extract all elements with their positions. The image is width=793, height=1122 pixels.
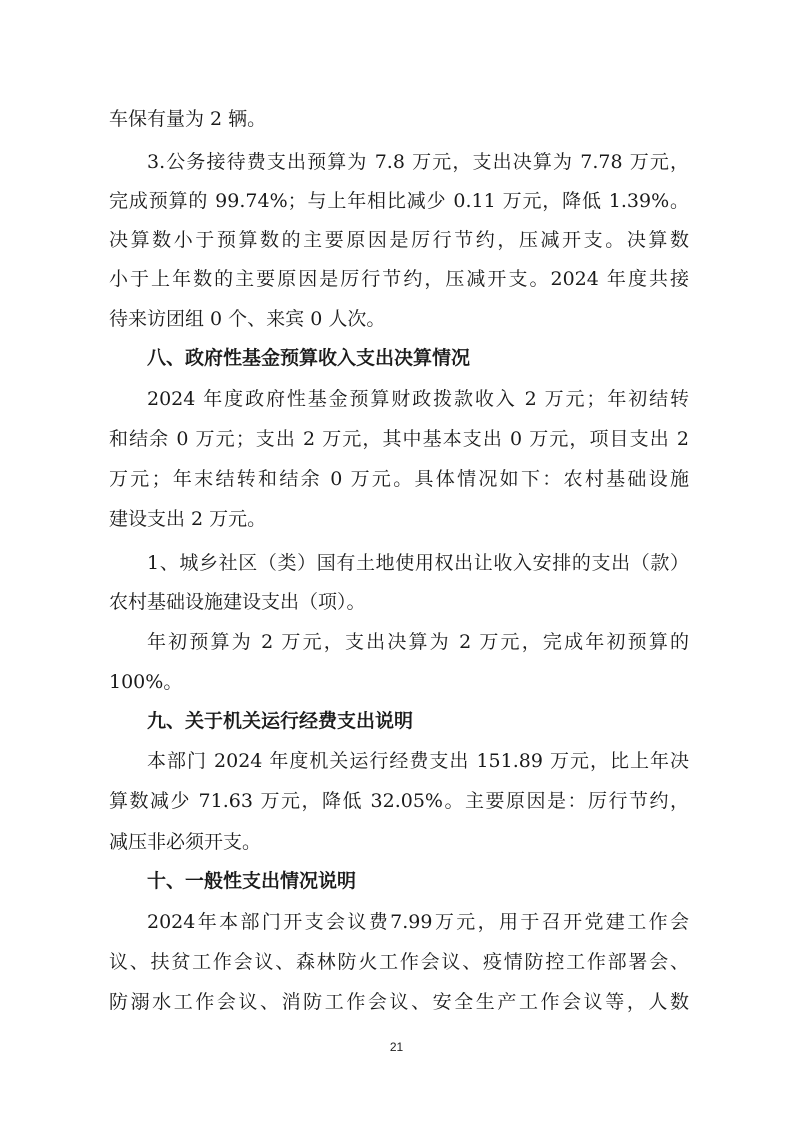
text-line: 万元；年末结转和结余 0 万元。具体情况如下：农村基础设施 <box>109 468 689 490</box>
text-line: 车保有量为 2 辆。 <box>109 108 267 130</box>
text-line: 100%。 <box>109 671 183 693</box>
text-line: 年初预算为 2 万元，支出决算为 2 万元，完成年初预算的 <box>147 631 689 653</box>
text-line: 算数减少 71.63 万元，降低 32.05%。主要原因是：厉行节约， <box>109 790 689 812</box>
section-heading: 九、关于机关运行经费支出说明 <box>147 710 414 732</box>
text-line: 建设支出 2 万元。 <box>109 508 267 530</box>
text-line: 减压非必须开支。 <box>109 831 262 853</box>
text-line: 本部门 2024 年度机关运行经费支出 151.89 万元，比上年决 <box>147 750 689 772</box>
text-line: 和结余 0 万元；支出 2 万元，其中基本支出 0 万元，项目支出 2 <box>109 428 689 450</box>
page-number: 21 <box>389 1040 404 1054</box>
text-line: 议、扶贫工作会议、森林防火工作会议、疫情防控工作部署会、 <box>109 951 689 973</box>
text-line: 小于上年数的主要原因是厉行节约，压减开支。2024 年度共接 <box>109 268 689 290</box>
text-line: 完成预算的 99.74%；与上年相比减少 0.11 万元，降低 1.39%。 <box>109 190 689 212</box>
text-line: 1、城乡社区（类）国有土地使用权出让收入安排的支出（款） <box>147 552 689 574</box>
section-heading: 十、一般性支出情况说明 <box>147 870 357 892</box>
text-line: 决算数小于预算数的主要原因是厉行节约，压减开支。决算数 <box>109 229 689 251</box>
text-line: 2024 年度政府性基金预算财政拨款收入 2 万元；年初结转 <box>147 388 689 410</box>
text-line: 3.公务接待费支出预算为 7.8 万元，支出决算为 7.78 万元， <box>147 151 689 173</box>
text-line: 农村基础设施建设支出（项）。 <box>109 591 366 613</box>
section-heading: 八、政府性基金预算收入支出决算情况 <box>147 347 471 369</box>
text-line: 待来访团组 0 个、来宾 0 人次。 <box>109 308 386 330</box>
text-line: 防溺水工作会议、消防工作会议、安全生产工作会议等，人数 <box>109 991 689 1013</box>
text-line: 2024年本部门开支会议费7.99万元，用于召开党建工作会 <box>147 911 689 933</box>
